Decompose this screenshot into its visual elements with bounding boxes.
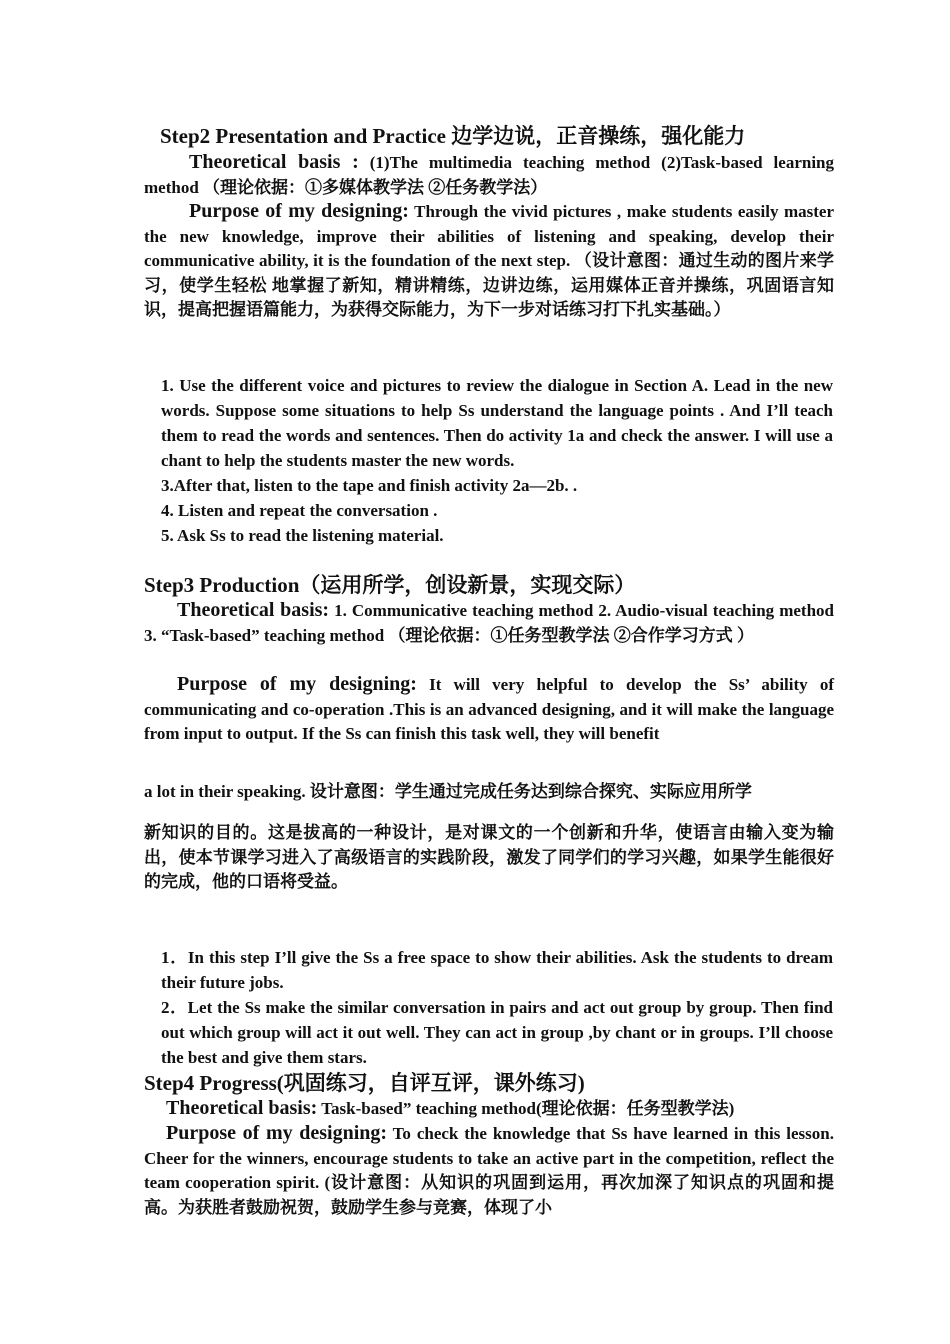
step2-theory-paragraph xyxy=(144,150,834,200)
list-item: 4. Listen and repeat the conversation . xyxy=(161,501,438,520)
step3-activity-list xyxy=(161,945,833,1070)
step3-theory-text: 1. Communicative teaching method 2. Audio-visual teaching method 3. “Task-based” teaching method （理论依据：①任务型教学法 ②合作学习方式 ） xyxy=(144,601,834,645)
step4-heading: Step4 Progress(巩固练习，自评互评，课外练习) xyxy=(144,1071,585,1095)
step3-purpose-text: It will very helpful to develop the Ss’ ability of communicating and co-operation .This is an advanced designing, and it will make the language from input to output. If the Ss can finish this task well, they will benefit xyxy=(144,675,835,743)
step3-purpose-continuation: a lot in their speaking. 设计意图：学生通过完成任务达到综合探究、实际应用所学 xyxy=(144,782,752,801)
step2-purpose-text: Through the vivid pictures , make students easily master the new knowledge, improve their abilities of listening and speaking, develop their communicative ability, it is the foundation of the next step. （设计意图：通过生动的图片来学习，使学生轻松 地掌握了新知，精讲精练，边讲边练，运用媒体正音并操练，巩固语言知识，提高把握语篇能力，为获得交际能力，为下一步对话练习打下扎实基础。） xyxy=(144,202,834,319)
step2-theory-label: Theoretical basis : xyxy=(189,151,359,173)
step3-purpose-paragraph xyxy=(144,672,834,747)
step2-purpose-paragraph xyxy=(144,199,834,323)
step2-activity-list xyxy=(161,373,833,548)
step3-theory-label: Theoretical basis: xyxy=(177,599,330,621)
list-item: 3.After that, listen to the tape and finish activity 2a—2b. . xyxy=(161,476,578,495)
step3-theory-paragraph xyxy=(144,598,834,648)
step3-purpose-continuation-2: 新知识的目的。这是拔高的一种设计，是对课文的一个创新和升华，使语言由输入变为输出，使本节课学习进入了高级语言的实践阶段，激发了同学们的学习兴趣，如果学生能很好的完成，他的口语将受益。 xyxy=(144,823,834,891)
step3-heading: Step3 Production（运用所学，创设新景，实现交际） xyxy=(144,573,636,597)
list-item: 2．Let the Ss make the similar conversation in pairs and act out group by group. Then find out which group will act it out well. They can act in group ,by chant or in groups. I’ll choose the best and give them stars. xyxy=(161,998,833,1067)
step4-theory-label: Theoretical basis: xyxy=(166,1097,318,1119)
step3-purpose-label: Purpose of my designing: xyxy=(177,673,417,695)
step4-theory-text: Task-based” teaching method(理论依据：任务型教学法) xyxy=(317,1099,735,1118)
step2-heading: Step2 Presentation and Practice 边学边说，正音操练，强化能力 xyxy=(160,124,746,148)
step4-purpose-label: Purpose of my designing: xyxy=(166,1122,388,1144)
step4-purpose-paragraph xyxy=(144,1121,834,1220)
step2-purpose-label: Purpose of my designing: xyxy=(189,200,409,222)
list-item: 1. Use the different voice and pictures to review the dialogue in Section A. Lead in the new words. Suppose some situations to help Ss understand the language points . And I’ll teach them to read the words and sentences. Then do activity 1a and check the answer. I will use a chant to help the students master the new words. xyxy=(161,376,833,470)
list-item: 1．In this step I’ll give the Ss a free space to show their abilities. Ask the students to dream their future jobs. xyxy=(161,948,833,992)
step2-theory-text: (1)The multimedia teaching method (2)Task-based learning method （理论依据：①多媒体教学法 ②任务教学法） xyxy=(144,153,835,197)
step4-theory-paragraph xyxy=(144,1096,834,1122)
step4-purpose-text: To check the knowledge that Ss have learned in this lesson. Cheer for the winners, encourage students to take an active part in the competition, reflect the team cooperation spirit. (设计意图：从知识的巩固到运用，再次加深了知识点的巩固和提高。为获胜者鼓励祝贺，鼓励学生参与竞赛，体现了小 xyxy=(144,1124,834,1217)
list-item: 5. Ask Ss to read the listening material. xyxy=(161,526,444,545)
